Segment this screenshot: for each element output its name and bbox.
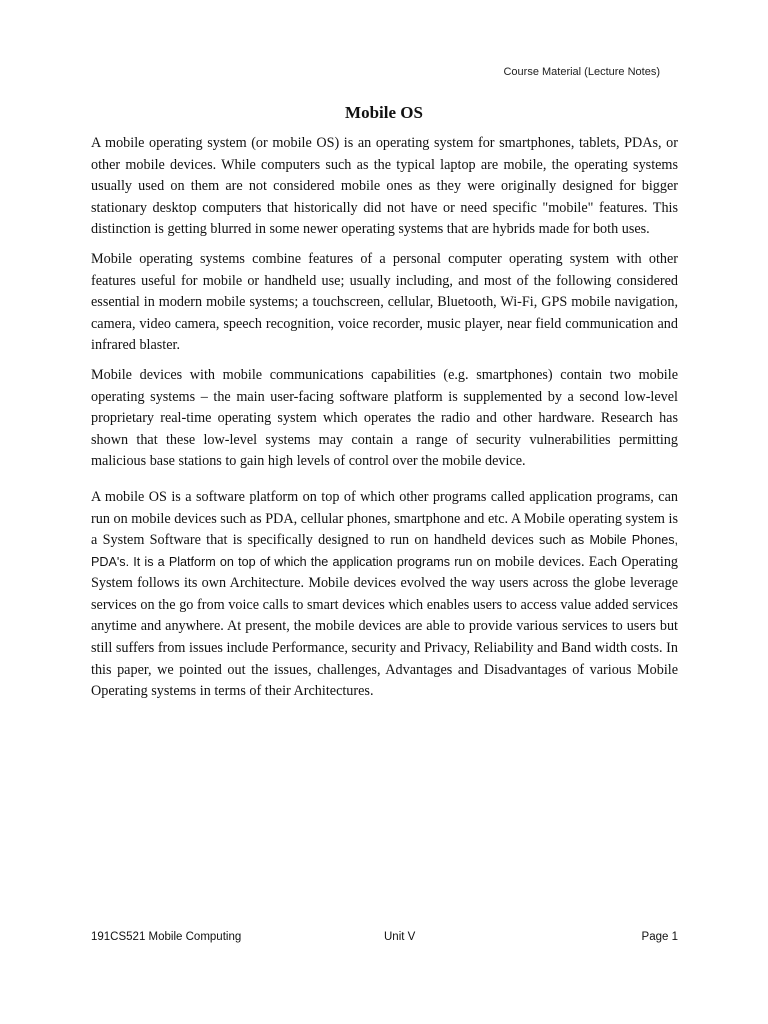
paragraph-3: Mobile devices with mobile communications capabilities (e.g. smartphones) contain two mobile operating systems – the main user-facing software platform is supplemented by a second low-level proprietary real-time operating system which operates the radio and other hardware. Research has shown that these low-level systems may contain a range of security vulnerabilities permitting malicious base stations to gain high levels of control over the mobile device. [91, 366, 678, 470]
document-body [91, 133, 678, 711]
footer-page-number: Page 1 [641, 931, 678, 943]
paragraph-1: A mobile operating system (or mobile OS) is an operating system for smartphones, tablets, PDAs, or other mobile devices. While computers such as the typical laptop are mobile, the operating systems usually used on them are not considered mobile ones as they were originally designed for bigger stationary desktop computers that historically did not have or need specific "mobile" features. This distinction is getting blurred in some newer operating systems that are hybrids made for both uses. [91, 135, 678, 238]
header-note: Course Material (Lecture Notes) [503, 66, 660, 78]
page-title: Mobile OS [345, 103, 423, 122]
paragraph-4-sans-fragment: such as Mobile Phones, PDA's. It is a Platform on top of which the application programs run on [91, 533, 678, 569]
page-footer [91, 931, 678, 947]
paragraph-4 [91, 487, 678, 703]
paragraph-2: Mobile operating systems combine features of a personal computer operating system with other features useful for mobile or handheld use; usually including, and most of the following considered essential in modern mobile systems; a touchscreen, cellular, Bluetooth, Wi-Fi, GPS mobile navigation, camera, video camera, speech recognition, voice recorder, music player, near field communication and infrared blaster. [91, 250, 678, 354]
paragraph-4-part-1: A mobile OS is a software platform on top of which other programs called application programs, can run on mobile devices such as PDA, cellular phones, smartphone and etc. A Mobile operating system is a System Software that is specifically designed to run on handheld devices [91, 488, 678, 549]
footer-course: 191CS521 Mobile Computing [91, 931, 242, 943]
footer-unit: Unit V [384, 931, 416, 943]
paragraph-4-part-3: mobile devices. Each Operating System follows its own Architecture. Mobile devices evolved the way users across the globe leverage services on the go from voice calls to smart devices which enables users to access value added services anytime and anywhere. At present, the mobile devices are able to provide various services to users but still suffers from issues include Performance, security and Privacy, Reliability and Band width costs. In this paper, we pointed out the issues, challenges, Advantages and Disadvantages of various Mobile Operating systems in terms of their Architectures. [91, 553, 679, 700]
